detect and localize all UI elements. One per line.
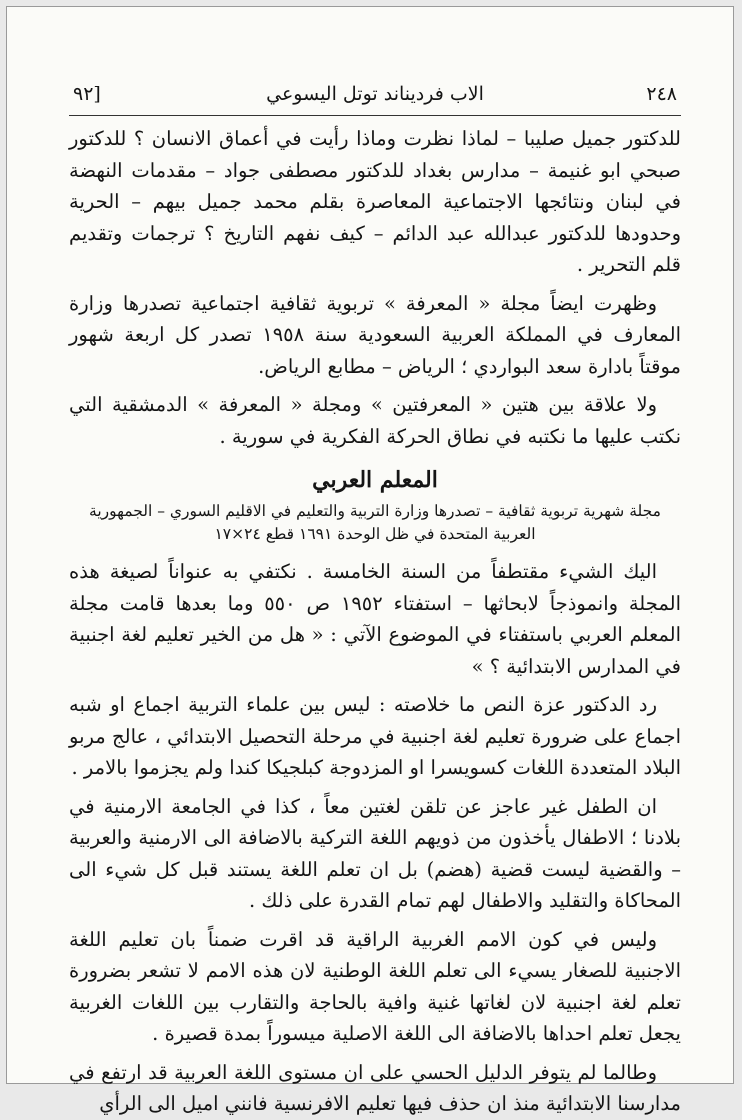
section-title: المعلم العربي (312, 467, 438, 493)
section-subtitle (69, 500, 681, 546)
page-content (69, 79, 681, 1120)
paragraph: وطالما لم يتوفر الدليل الحسي على ان مستوى اللغة العربية قد ارتفع في مدارسنا الابتدائية منذ ان حذف فيها تعليم الافرنسية فانني اميل الى الرأي (69, 1060, 681, 1115)
page-number: ٢٤٨ (646, 83, 677, 105)
issue-number: [٩٢ (73, 83, 101, 105)
paragraph: وظهرت ايضاً مجلة « المعرفة » تربوية ثقافية اجتماعية تصدرها وزارة المعارف في المملكة العربية السعودية سنة ١٩٥٨ تصدر كل اربعة شهور موقتاً بادارة سعد البواردي ؛ الرياض – مطابع الرياض. (69, 291, 682, 378)
paragraph: ولا علاقة بين هتين « المعرفتين » ومجلة « المعرفة » الدمشقية التي نكتب عليها ما نكتبه في نطاق الحركة الفكرية في سورية . (69, 393, 681, 448)
running-header (69, 79, 681, 116)
section-subtitle-line: العربية المتحدة في ظل الوحدة ١٦٩١ قطع ٢٤×١٧ (214, 525, 536, 543)
paragraph: للدكتور جميل صليبا – لماذا نظرت وماذا رأيت في أعماق الانسان ؟ للدكتور صبحي ابو غنيمة – مدارس بغداد للدكتور مصطفى جواد – مقدمات النهضة في لبنان ونتائجها الاجتماعية المعاصرة بقلم محمد جميل بيهم – الحرية وحدودها للدكتور عبدالله عبد الدائم – كيف نفهم التاريخ ؟ ترجمات وتقديم قلم التحرير . (69, 127, 681, 276)
book-page (6, 6, 734, 1115)
paragraph: وليس في كون الامم الغربية الراقية قد اقرت ضمناً بان تعليم اللغة الاجنبية للصغار يسيء الى تعلم اللغة الوطنية لان هذه الامم لا تشعر بضرورة تعلم لغة اجنبية لان لغاتها غنية وافية بالحاجة والتقارب بين اللغات الغربية يجعل تعلم احداها بالاضافة الى اللغة الاصلية ميسوراً بمدة قصيرة . (69, 927, 681, 1045)
running-title: الاب فرديناند توتل اليسوعي (266, 83, 484, 105)
paragraph: رد الدكتور عزة النص ما خلاصته : ليس بين علماء التربية اجماع او شبه اجماع على ضرورة تعليم لغة اجنبية في مرحلة التحصيل الابتدائي ، عالج مربو البلاد المتعددة اللغات كسويسرا او المزدوجة كبلجيكا كندا ولم يجزموا بالامر . (69, 693, 681, 779)
section-subtitle-line: مجلة شهرية تربوية ثقافية – تصدرها وزارة التربية والتعليم في الاقليم السوري – الجمهورية (89, 502, 661, 520)
paragraph: اليك الشيء مقتطفاً من السنة الخامسة . نكتفي به عنواناً لصيغة هذه المجلة وانموذجاً لابحاثها – استفتاء ١٩٥٢ ص ٥٥٠ وما بعدها قامت مجلة المعلم العربي باستفتاء في الموضوع الآتي : « هل من الخير تعليم لغة اجنبية في المدارس الابتدائية ؟ » (69, 560, 681, 678)
paragraph: ان الطفل غير عاجز عن تلقن لغتين معاً ، كذا في الجامعة الارمنية في بلادنا ؛ الاطفال يأخذون من ذويهم اللغة التركية بالاضافة الى الارمنية والعربية – والقضية ليست قضية (هضم) بل ان تعلم اللغة يستند قبل كل شيء الى المحاكاة والتقليد والاطفال لهم تمام القدرة على ذلك . (69, 794, 681, 912)
